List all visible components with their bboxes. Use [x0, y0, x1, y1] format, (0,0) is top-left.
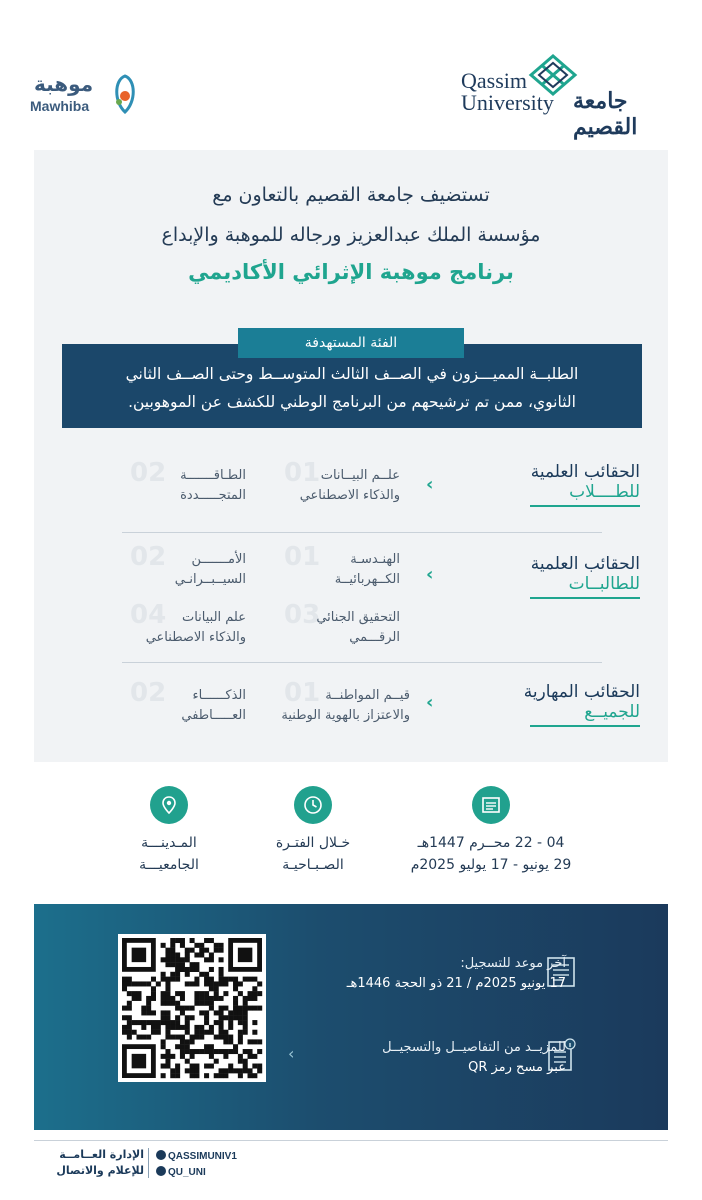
item-line2: والاعتزاز بالهوية الوطنية — [281, 708, 410, 723]
calendar-icon — [472, 786, 510, 824]
list-item — [116, 458, 246, 506]
item-line2: والذكاء الاصطناعي — [145, 630, 246, 645]
item-line1: الهنـدسـة — [350, 552, 400, 567]
list-item — [270, 678, 410, 726]
social-handle-other[interactable] — [156, 1166, 206, 1178]
time-line2: الصـبـاحيـة — [282, 857, 344, 873]
registration-qr-code[interactable] — [118, 934, 266, 1082]
item-number: 01 — [284, 458, 321, 488]
item-line2: الرقـــمي — [349, 630, 400, 645]
chevron-left-icon: ‹ — [426, 564, 434, 585]
intro-line1: تستضيف جامعة القصيم بالتعاون مع — [212, 184, 490, 206]
list-item — [270, 600, 400, 648]
item-line2: المتجـــــددة — [180, 488, 246, 503]
qu-logo-ar: جامعة القصيم — [573, 88, 638, 140]
item-number: 01 — [284, 542, 321, 572]
place-info — [116, 832, 222, 876]
mawhiba-logo-en: Mawhiba — [30, 98, 90, 114]
mawhiba-logo-ar: موهبة — [34, 72, 94, 96]
item-line1: الأمـــــــن — [191, 552, 246, 567]
item-number: 02 — [130, 458, 167, 488]
list-item — [116, 600, 246, 648]
category-all — [462, 682, 640, 727]
intro-line2: مؤسسة الملك عبدالعزيز ورجاله للموهبة والإبداع — [161, 224, 541, 246]
item-number: 02 — [130, 678, 167, 708]
item-number: 01 — [284, 678, 321, 708]
program-panel — [34, 150, 668, 762]
category-title: الحقائب العلمية — [530, 462, 640, 482]
date-hijri: 04 - 22 محــرم 1447هـ — [417, 835, 565, 851]
category-title: الحقائب المهارية — [523, 682, 640, 702]
qu-logo-en-line2: University — [461, 90, 554, 115]
list-item — [116, 678, 246, 726]
item-line2: والذكاء الاصطناعي — [299, 488, 400, 503]
mawhiba-swirl-icon — [110, 72, 140, 116]
category-subtitle: للجميــع — [530, 702, 640, 727]
item-line2: السيــبــرانـي — [174, 572, 246, 587]
category-subtitle: للطالبــات — [530, 574, 640, 599]
mawhiba-logo — [30, 70, 140, 120]
footer-dept-line2: للإعلام والاتصال — [56, 1164, 144, 1177]
category-girls — [462, 554, 640, 599]
clock-icon — [294, 786, 332, 824]
category-subtitle: للطــــلاب — [530, 482, 640, 507]
list-item — [270, 458, 400, 506]
handle-x-text: QASSIMUNIV1 — [168, 1151, 237, 1162]
date-gregorian: 29 يونيو - 17 يوليو 2025م — [410, 857, 572, 873]
item-line1: علم البيانات — [181, 610, 246, 625]
handle-other-text: QU_UNI — [168, 1167, 206, 1178]
location-pin-icon — [150, 786, 188, 824]
deadline-value: 17 يونيو 2025م / 21 ذو الحجة 1446هـ — [346, 976, 566, 991]
item-number: 03 — [284, 600, 321, 630]
item-line2: الكــهربائيــة — [334, 572, 400, 587]
registration-section — [34, 904, 668, 1130]
footer-dept-line1: الإدارة العــامــة — [59, 1148, 144, 1161]
qu-lattice-icon — [527, 52, 579, 98]
time-info — [256, 832, 370, 876]
list-item — [116, 542, 246, 590]
qu-logo-en-line1: Qassim — [461, 68, 527, 93]
item-line1: الطـاقـــــــة — [180, 468, 246, 483]
item-line1: قيــم المواطنــة — [325, 688, 410, 703]
qr-code-graphic — [118, 934, 266, 1082]
program-title: برنامج موهبة الإثرائي الأكاديمي — [188, 260, 514, 284]
deadline-label: آخر موعد للتسجيل: — [460, 956, 566, 971]
date-info — [396, 832, 586, 876]
item-line1: التحقيق الجنائي — [316, 610, 400, 625]
category-boys — [462, 462, 640, 507]
social-icons — [156, 1166, 166, 1176]
target-line1: الطلبــة المميـــزون في الصــف الثالث المتوســط وحتى الصــف الثاني — [125, 365, 579, 383]
more-info-label: للمزيــد من التفاصيــل والتسجيــل — [382, 1040, 566, 1055]
target-line2: الثانوي، ممن تم ترشيحهم من البرنامج الوطني للكشف عن الموهوبين. — [128, 393, 576, 411]
time-line1: خـلال الفتـرة — [275, 835, 351, 851]
qassim-university-logo — [455, 52, 675, 140]
footer-separator — [148, 1148, 149, 1178]
item-line1: علــم البيــانات — [320, 468, 400, 483]
divider — [122, 662, 602, 663]
target-group-label: الفئة المستهدفة — [238, 328, 464, 358]
item-line2: العـــــاطفي — [181, 708, 246, 723]
list-item — [270, 542, 400, 590]
chevron-left-icon: ‹ — [426, 692, 434, 713]
item-number: 04 — [130, 600, 167, 630]
place-line2: الجامعيـــة — [139, 857, 199, 873]
chevron-left-icon: ‹ — [288, 1044, 295, 1063]
divider — [122, 532, 602, 533]
social-handle-x[interactable] — [156, 1150, 237, 1162]
chevron-left-icon: ‹ — [426, 474, 434, 495]
footer-divider — [34, 1140, 668, 1141]
category-title: الحقائب العلمية — [530, 554, 640, 574]
place-line1: المـدينـــة — [141, 835, 197, 851]
item-line1: الذكــــــاء — [192, 688, 246, 703]
more-info-value: عبر مسح رمز QR — [468, 1060, 566, 1075]
x-social-icon — [156, 1150, 166, 1160]
item-number: 02 — [130, 542, 167, 572]
